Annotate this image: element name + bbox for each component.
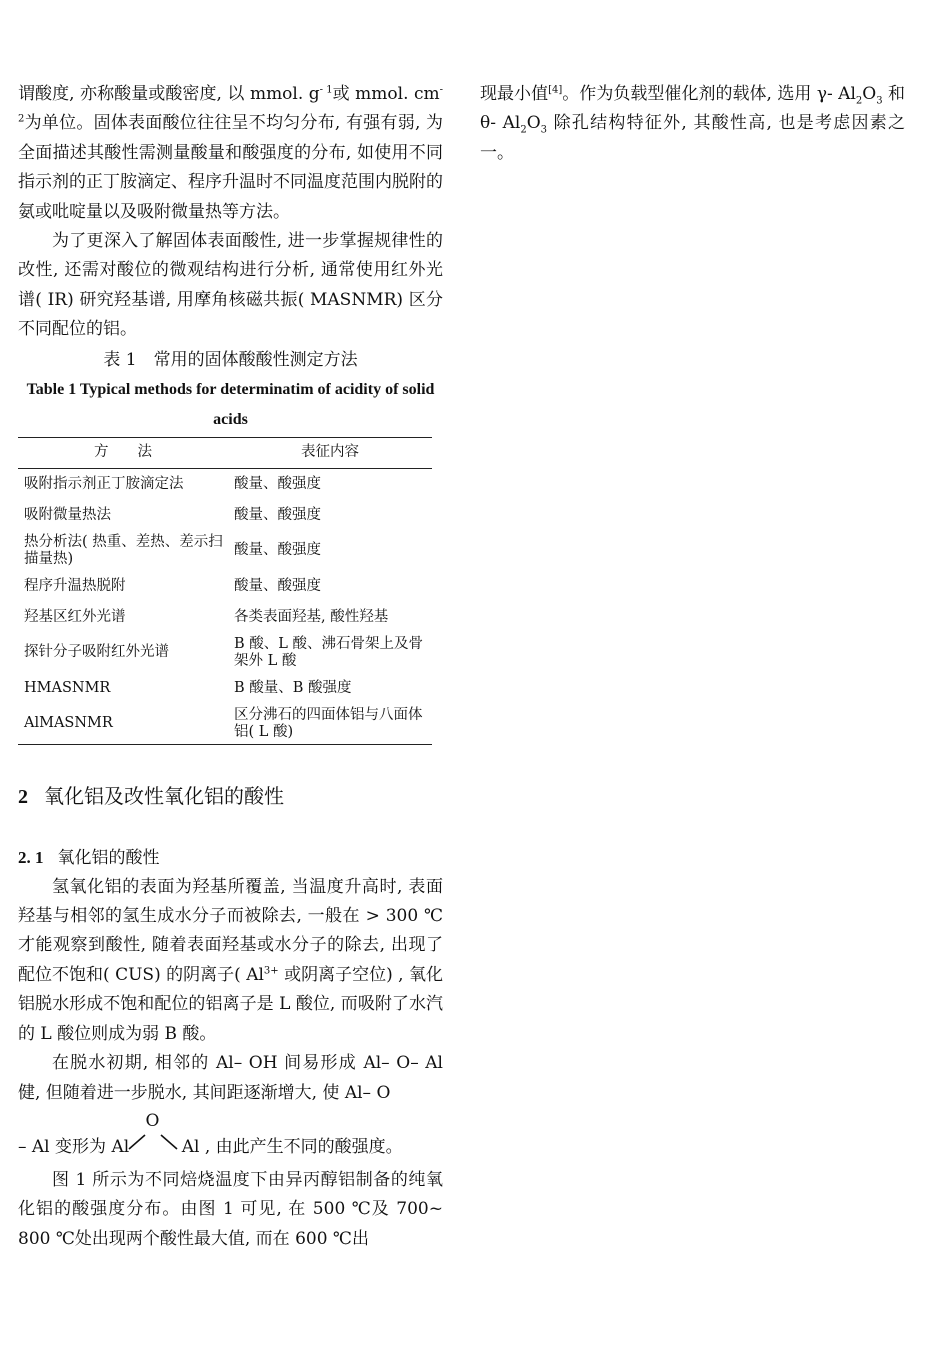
paragraph-microstructure: 为了更深入了解固体表面酸性, 进一步掌握规律性的改性, 还需对酸位的微观结构进行分析, 通常使用红外光谱( IR) 研究羟基谱, 用摩角核磁共振( MASNMR) 区分不同配位的铝。 bbox=[18, 231, 443, 340]
bond-lines-icon bbox=[125, 1121, 187, 1151]
table-cell: 吸附指示剂正丁胺滴定法 bbox=[24, 475, 184, 492]
table-cell: AlMASNMR bbox=[24, 715, 113, 732]
paragraph-dehydration: 在脱水初期, 相邻的 Al– OH 间易形成 Al– O– Al 健, 但随着进一步脱水, 其间距逐渐增大, 使 Al– O bbox=[18, 1053, 443, 1103]
table-cell: B 酸量、B 酸强度 bbox=[234, 679, 352, 696]
table-row bbox=[18, 468, 432, 500]
table-cell: 热分析法( 热重、差热、差示扫描量热) bbox=[24, 533, 223, 567]
table-caption-en: Table 1 Typical methods for determinatim of acidity of solid acids bbox=[26, 380, 435, 428]
table-row bbox=[18, 531, 432, 571]
paragraph-figure1: 图 1 所示为不同焙烧温度下由异丙醇铝制备的纯氧化铝的酸强度分布。由图 1 可见, 在 500 ℃及 700~ 800 ℃处出现两个酸性最大值, 而在 600 ℃出 bbox=[18, 1169, 443, 1249]
table-cell: 羟基区红外光谱 bbox=[24, 608, 126, 625]
table-cell: 区分沸石的四面体铝与八面体铝( L 酸) bbox=[234, 706, 423, 740]
table-row bbox=[18, 602, 432, 633]
table-header-method: 方 法 bbox=[18, 437, 228, 468]
table-cell: HMASNMR bbox=[24, 679, 111, 696]
table-row bbox=[18, 704, 432, 745]
table-cell: 程序升温热脱附 bbox=[24, 577, 126, 594]
table-cell: 各类表面羟基, 酸性羟基 bbox=[234, 608, 389, 625]
table-row bbox=[18, 571, 432, 602]
table-row bbox=[18, 633, 432, 673]
al-o-al-structure: Al O Al bbox=[111, 1110, 200, 1157]
right-column bbox=[480, 80, 905, 168]
table-cell: 酸量、酸强度 bbox=[234, 506, 321, 523]
subsection-heading: 2. 1 氧化铝的酸性 bbox=[18, 847, 160, 868]
paragraph-alumina-surface: 氢氧化铝的表面为羟基所覆盖, 当温度升高时, 表面羟基与相邻的氢生成水分子而被除去, 一般在 > 300 ℃才能观察到酸性, 随着表面羟基或水分子的除去, 出现了配位不饱和( CUS) 的阴离子( $Al^{3+}$ 或阴离子空位) , 氧化铝脱水形成不饱和配位的铝离子是 L 酸位, 而吸附了水汽的 L 酸位则成为弱 B 酸。 bbox=[18, 876, 443, 1044]
table-cell: 探针分子吸附红外光谱 bbox=[24, 644, 169, 661]
paragraph-continued: 现最小值[4]。作为负载型催化剂的载体, 选用 γ- $Al_2O_3$ 和 θ- $Al_2O_3$ 除孔结构特征外, 其酸性高, 也是考虑因素之一。 bbox=[480, 84, 906, 163]
section-heading: 2 氧化铝及改性氧化铝的酸性 bbox=[18, 783, 284, 808]
table-header-content: 表征内容 bbox=[228, 437, 432, 468]
table-cell: 酸量、酸强度 bbox=[234, 577, 321, 594]
paragraph-intro: 谓酸度, 亦称酸量或酸密度, 以 mmol. $g^{- 1}$或 mmol. $cm^{- 2}$为单位。固体表面酸位往往呈不均匀分布, 有强有弱, 为全面描述其酸性需测量酸量和酸强度的分布, 如使用不同指示剂的正丁胺滴定、程序升温时不同温度范围内脱附的氨或吡啶量以及吸附微量热等方法。 bbox=[18, 84, 443, 222]
structure-formula-line: – Al 变形为 Al O Al , 由此产生不同的酸强度。 bbox=[18, 1108, 443, 1166]
table-row bbox=[18, 673, 432, 704]
table-cell: 吸附微量热法 bbox=[24, 506, 111, 523]
left-column bbox=[18, 80, 443, 1254]
methods-table bbox=[18, 437, 432, 745]
table-row bbox=[18, 500, 432, 531]
table-caption-cn: 表 1 常用的固体酸酸性测定方法 bbox=[103, 349, 358, 370]
table-cell: 酸量、酸强度 bbox=[234, 542, 321, 559]
table-cell: 酸量、酸强度 bbox=[234, 475, 321, 492]
table-cell: B 酸、L 酸、沸石骨架上及骨架外 L 酸 bbox=[234, 635, 424, 669]
